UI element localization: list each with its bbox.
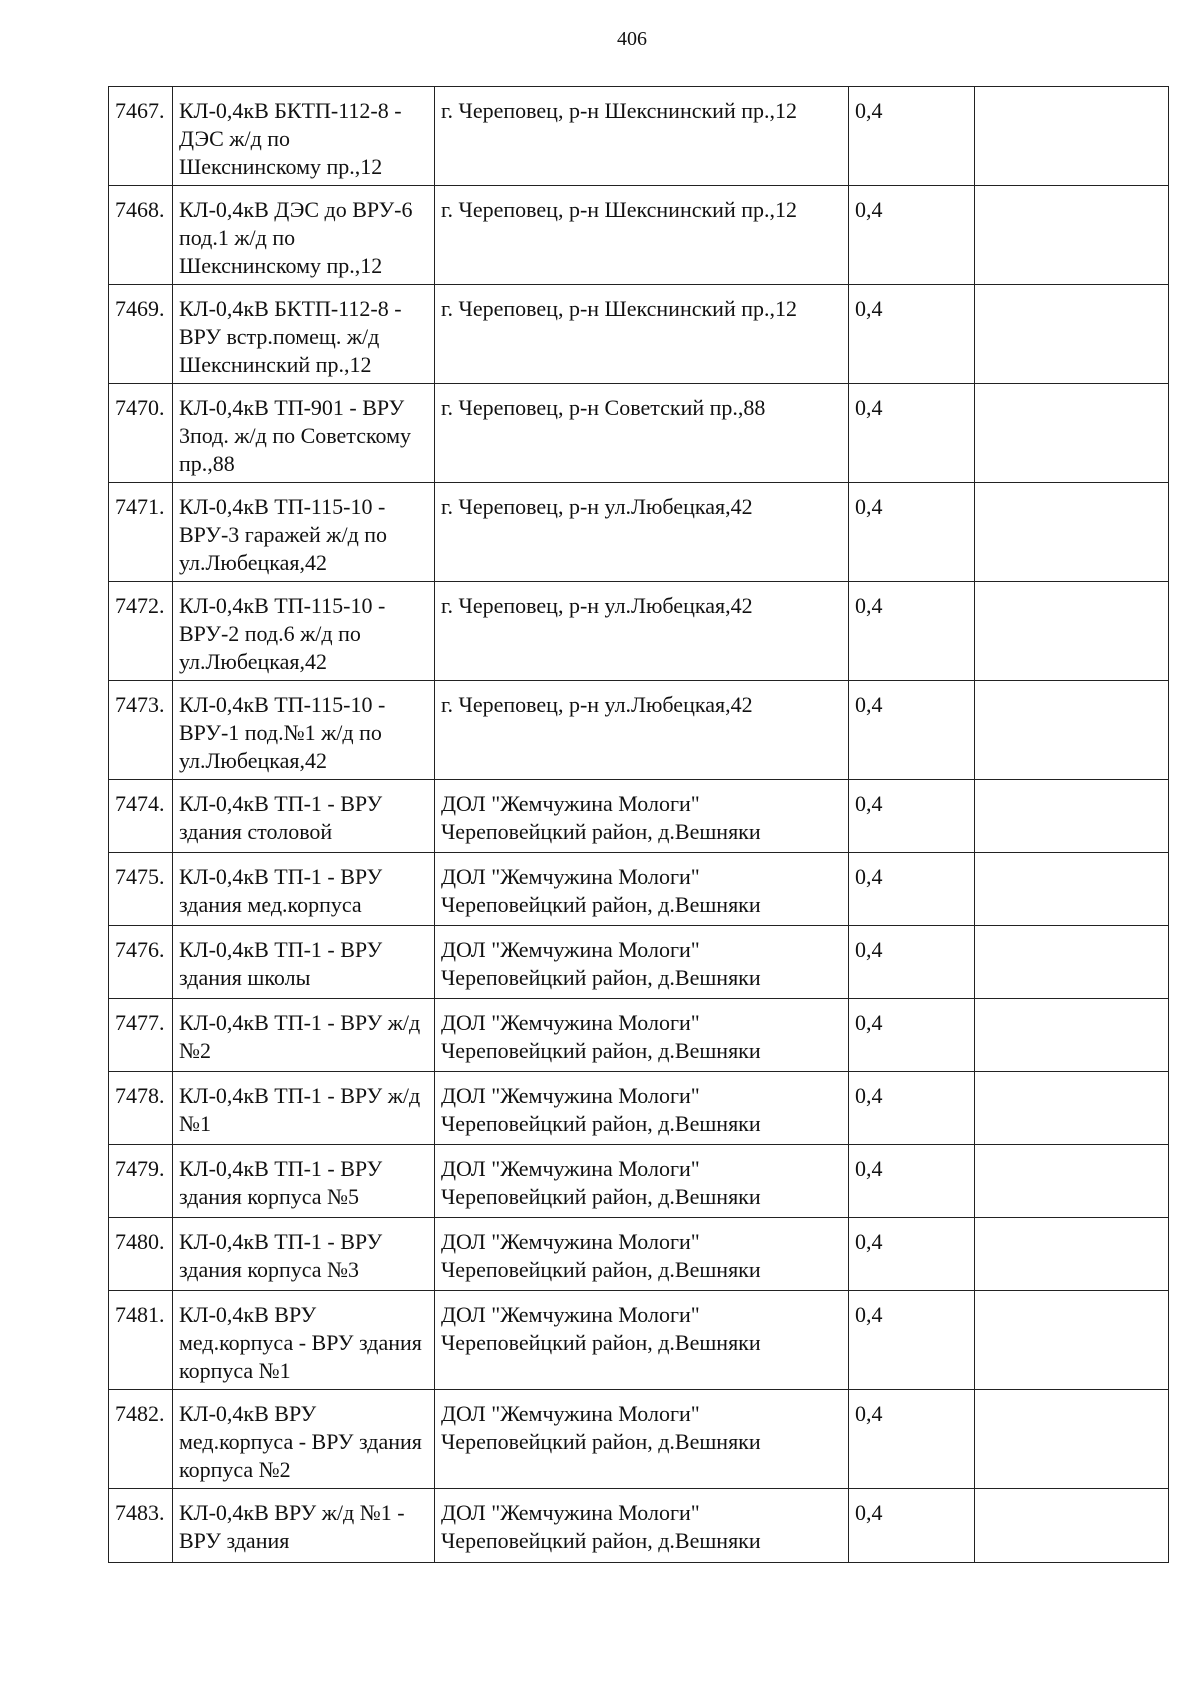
cable-address: г. Череповец, р-н ул.Любецкая,42 [435,681,849,780]
cable-voltage: 0,4 [849,926,975,999]
table-row [109,384,1169,483]
page-number: 406 [617,28,647,50]
cable-voltage: 0,4 [849,483,975,582]
row-number: 7469. [109,285,173,384]
row-number: 7473. [109,681,173,780]
empty-cell [975,186,1169,285]
table-row [109,780,1169,853]
row-number: 7477. [109,999,173,1072]
cable-address: г. Череповец, р-н ул.Любецкая,42 [435,582,849,681]
cable-voltage: 0,4 [849,1291,975,1390]
row-number: 7468. [109,186,173,285]
empty-cell [975,483,1169,582]
empty-cell [975,1145,1169,1218]
row-number: 7475. [109,853,173,926]
empty-cell [975,926,1169,999]
cable-address: ДОЛ "Жемчужина Мологи" Череповейцкий район, д.Вешняки [435,999,849,1072]
cable-address: ДОЛ "Жемчужина Мологи" Череповейцкий район, д.Вешняки [435,1218,849,1291]
cable-address: г. Череповец, р-н ул.Любецкая,42 [435,483,849,582]
cable-name: КЛ-0,4кВ ТП-1 - ВРУ здания мед.корпуса [173,853,435,926]
empty-cell [975,1390,1169,1489]
row-number: 7472. [109,582,173,681]
cable-address: г. Череповец, р-н Шекснинский пр.,12 [435,285,849,384]
row-number: 7476. [109,926,173,999]
row-number: 7479. [109,1145,173,1218]
table-row [109,999,1169,1072]
empty-cell [975,780,1169,853]
empty-cell [975,1291,1169,1390]
cable-name: КЛ-0,4кВ ВРУ мед.корпуса - ВРУ здания корпуса №2 [173,1390,435,1489]
cable-address: ДОЛ "Жемчужина Мологи" Череповейцкий район, д.Вешняки [435,926,849,999]
cable-name: КЛ-0,4кВ ТП-115-10 - ВРУ-3 гаражей ж/д по ул.Любецкая,42 [173,483,435,582]
empty-cell [975,999,1169,1072]
cable-address: ДОЛ "Жемчужина Мологи" Череповейцкий район, д.Вешняки [435,1390,849,1489]
cable-address: ДОЛ "Жемчужина Мологи" Череповейцкий район, д.Вешняки [435,1291,849,1390]
cable-address: ДОЛ "Жемчужина Мологи" Череповейцкий район, д.Вешняки [435,853,849,926]
empty-cell [975,1489,1169,1563]
cable-name: КЛ-0,4кВ БКТП-112-8 - ВРУ встр.помещ. ж/д Шекснинский пр.,12 [173,285,435,384]
empty-cell [975,853,1169,926]
cable-voltage: 0,4 [849,1489,975,1563]
row-number: 7483. [109,1489,173,1563]
table-row [109,285,1169,384]
table-row [109,1489,1169,1563]
row-number: 7482. [109,1390,173,1489]
cable-address: г. Череповец, р-н Шекснинский пр.,12 [435,186,849,285]
table-row [109,1390,1169,1489]
cable-voltage: 0,4 [849,87,975,186]
row-number: 7480. [109,1218,173,1291]
cable-address: г. Череповец, р-н Советский пр.,88 [435,384,849,483]
cable-voltage: 0,4 [849,285,975,384]
table-row [109,1072,1169,1145]
table-row [109,483,1169,582]
row-number: 7470. [109,384,173,483]
cable-name: КЛ-0,4кВ ТП-1 - ВРУ здания школы [173,926,435,999]
cable-name: КЛ-0,4кВ ТП-115-10 - ВРУ-2 под.6 ж/д по ул.Любецкая,42 [173,582,435,681]
table-row [109,681,1169,780]
table-row [109,1291,1169,1390]
cable-address: ДОЛ "Жемчужина Мологи" Череповейцкий район, д.Вешняки [435,1489,849,1563]
cable-voltage: 0,4 [849,582,975,681]
cable-voltage: 0,4 [849,1218,975,1291]
row-number: 7474. [109,780,173,853]
cable-name: КЛ-0,4кВ ВРУ мед.корпуса - ВРУ здания корпуса №1 [173,1291,435,1390]
row-number: 7471. [109,483,173,582]
cable-voltage: 0,4 [849,1390,975,1489]
cable-name: КЛ-0,4кВ ТП-1 - ВРУ здания корпуса №3 [173,1218,435,1291]
row-number: 7478. [109,1072,173,1145]
cable-name: КЛ-0,4кВ БКТП-112-8 - ДЭС ж/д по Шекснинскому пр.,12 [173,87,435,186]
cable-voltage: 0,4 [849,186,975,285]
empty-cell [975,681,1169,780]
cable-name: КЛ-0,4кВ ВРУ ж/д №1 - ВРУ здания [173,1489,435,1563]
table-row [109,582,1169,681]
table-row [109,1218,1169,1291]
table-row [109,1145,1169,1218]
cable-voltage: 0,4 [849,780,975,853]
empty-cell [975,1072,1169,1145]
row-number: 7467. [109,87,173,186]
cable-address: ДОЛ "Жемчужина Мологи" Череповейцкий район, д.Вешняки [435,1072,849,1145]
cable-name: КЛ-0,4кВ ТП-1 - ВРУ здания корпуса №5 [173,1145,435,1218]
cable-registry-table [108,86,1169,1563]
table-row [109,926,1169,999]
cable-name: КЛ-0,4кВ ТП-1 - ВРУ ж/д №2 [173,999,435,1072]
cable-voltage: 0,4 [849,1072,975,1145]
table-row [109,87,1169,186]
empty-cell [975,87,1169,186]
cable-address: ДОЛ "Жемчужина Мологи" Череповейцкий район, д.Вешняки [435,780,849,853]
empty-cell [975,384,1169,483]
row-number: 7481. [109,1291,173,1390]
cable-name: КЛ-0,4кВ ТП-901 - ВРУ 3под. ж/д по Советскому пр.,88 [173,384,435,483]
cable-address: г. Череповец, р-н Шекснинский пр.,12 [435,87,849,186]
cable-name: КЛ-0,4кВ ТП-1 - ВРУ ж/д №1 [173,1072,435,1145]
table-row [109,853,1169,926]
cable-name: КЛ-0,4кВ ТП-1 - ВРУ здания столовой [173,780,435,853]
cable-voltage: 0,4 [849,681,975,780]
cable-name: КЛ-0,4кВ ДЭС до ВРУ-6 под.1 ж/д по Шекснинскому пр.,12 [173,186,435,285]
cable-voltage: 0,4 [849,999,975,1072]
empty-cell [975,285,1169,384]
cable-voltage: 0,4 [849,1145,975,1218]
cable-name: КЛ-0,4кВ ТП-115-10 - ВРУ-1 под.№1 ж/д по ул.Любецкая,42 [173,681,435,780]
cable-voltage: 0,4 [849,853,975,926]
empty-cell [975,1218,1169,1291]
table-row [109,186,1169,285]
cable-address: ДОЛ "Жемчужина Мологи" Череповейцкий район, д.Вешняки [435,1145,849,1218]
cable-voltage: 0,4 [849,384,975,483]
empty-cell [975,582,1169,681]
